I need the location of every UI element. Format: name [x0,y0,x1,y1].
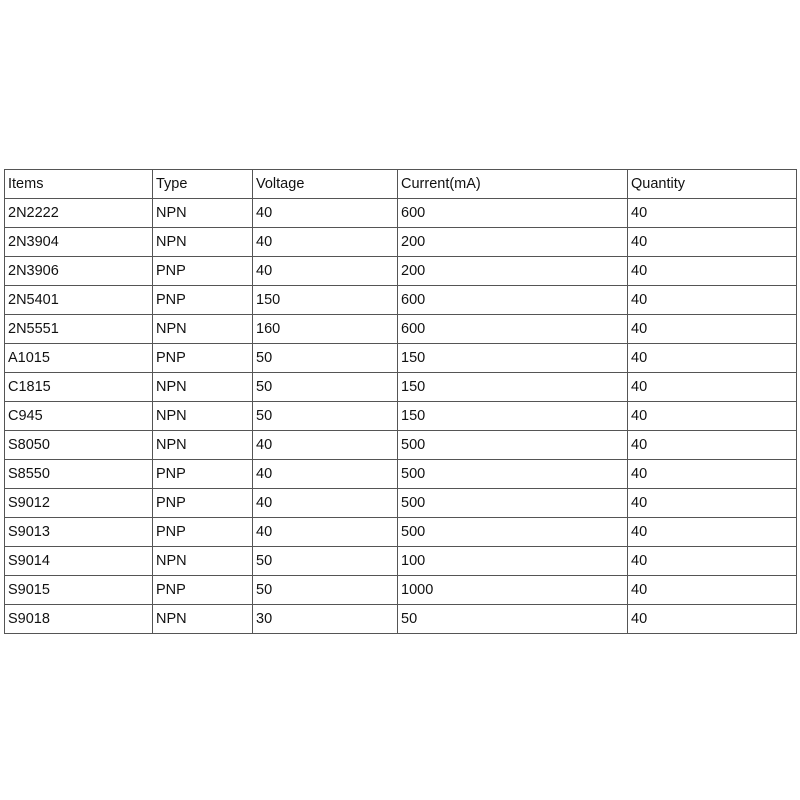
voltage-cell: 150 [253,286,398,315]
voltage-cell: 50 [253,344,398,373]
quantity-cell: 40 [628,518,797,547]
quantity-cell: 40 [628,286,797,315]
item-cell: S9015 [5,576,153,605]
item-cell: 2N2222 [5,199,153,228]
type-cell: PNP [153,460,253,489]
type-cell: NPN [153,228,253,257]
current-cell: 500 [398,431,628,460]
voltage-cell: 50 [253,402,398,431]
type-cell: NPN [153,547,253,576]
current-cell: 1000 [398,576,628,605]
table-row [5,518,797,547]
voltage-cell: 40 [253,431,398,460]
current-cell: 150 [398,402,628,431]
quantity-cell: 40 [628,460,797,489]
voltage-cell: 40 [253,489,398,518]
table-row [5,431,797,460]
table-row [5,373,797,402]
current-cell: 500 [398,460,628,489]
table-row [5,605,797,634]
table-header-row [5,170,797,199]
quantity-cell: 40 [628,547,797,576]
type-cell: NPN [153,402,253,431]
item-cell: S9014 [5,547,153,576]
type-cell: PNP [153,344,253,373]
quantity-cell: 40 [628,257,797,286]
current-cell: 150 [398,373,628,402]
table-row [5,460,797,489]
quantity-cell: 40 [628,402,797,431]
header-items: Items [5,170,153,199]
quantity-cell: 40 [628,228,797,257]
table-row [5,257,797,286]
table-row [5,315,797,344]
type-cell: NPN [153,315,253,344]
voltage-cell: 50 [253,547,398,576]
quantity-cell: 40 [628,199,797,228]
transistor-table [4,169,797,634]
type-cell: PNP [153,286,253,315]
quantity-cell: 40 [628,576,797,605]
table-row [5,344,797,373]
voltage-cell: 40 [253,460,398,489]
voltage-cell: 30 [253,605,398,634]
quantity-cell: 40 [628,315,797,344]
header-voltage: Voltage [253,170,398,199]
quantity-cell: 40 [628,431,797,460]
item-cell: 2N5551 [5,315,153,344]
item-cell: 2N3904 [5,228,153,257]
item-cell: C1815 [5,373,153,402]
voltage-cell: 40 [253,518,398,547]
current-cell: 600 [398,315,628,344]
voltage-cell: 160 [253,315,398,344]
item-cell: A1015 [5,344,153,373]
table-body [5,199,797,634]
type-cell: PNP [153,518,253,547]
header-type: Type [153,170,253,199]
current-cell: 600 [398,199,628,228]
voltage-cell: 40 [253,257,398,286]
current-cell: 500 [398,518,628,547]
current-cell: 50 [398,605,628,634]
table-row [5,489,797,518]
item-cell: S9018 [5,605,153,634]
table-row [5,199,797,228]
quantity-cell: 40 [628,373,797,402]
table-row [5,402,797,431]
voltage-cell: 50 [253,576,398,605]
current-cell: 600 [398,286,628,315]
current-cell: 200 [398,257,628,286]
item-cell: 2N3906 [5,257,153,286]
item-cell: S8050 [5,431,153,460]
current-cell: 100 [398,547,628,576]
type-cell: PNP [153,489,253,518]
table-row [5,576,797,605]
type-cell: NPN [153,431,253,460]
quantity-cell: 40 [628,489,797,518]
current-cell: 500 [398,489,628,518]
type-cell: NPN [153,373,253,402]
voltage-cell: 40 [253,199,398,228]
header-quantity: Quantity [628,170,797,199]
table-row [5,286,797,315]
item-cell: S9013 [5,518,153,547]
quantity-cell: 40 [628,605,797,634]
voltage-cell: 40 [253,228,398,257]
type-cell: NPN [153,199,253,228]
quantity-cell: 40 [628,344,797,373]
table-row [5,547,797,576]
item-cell: 2N5401 [5,286,153,315]
table-row [5,228,797,257]
item-cell: C945 [5,402,153,431]
type-cell: PNP [153,257,253,286]
item-cell: S9012 [5,489,153,518]
header-current: Current(mA) [398,170,628,199]
voltage-cell: 50 [253,373,398,402]
item-cell: S8550 [5,460,153,489]
current-cell: 150 [398,344,628,373]
type-cell: PNP [153,576,253,605]
current-cell: 200 [398,228,628,257]
type-cell: NPN [153,605,253,634]
